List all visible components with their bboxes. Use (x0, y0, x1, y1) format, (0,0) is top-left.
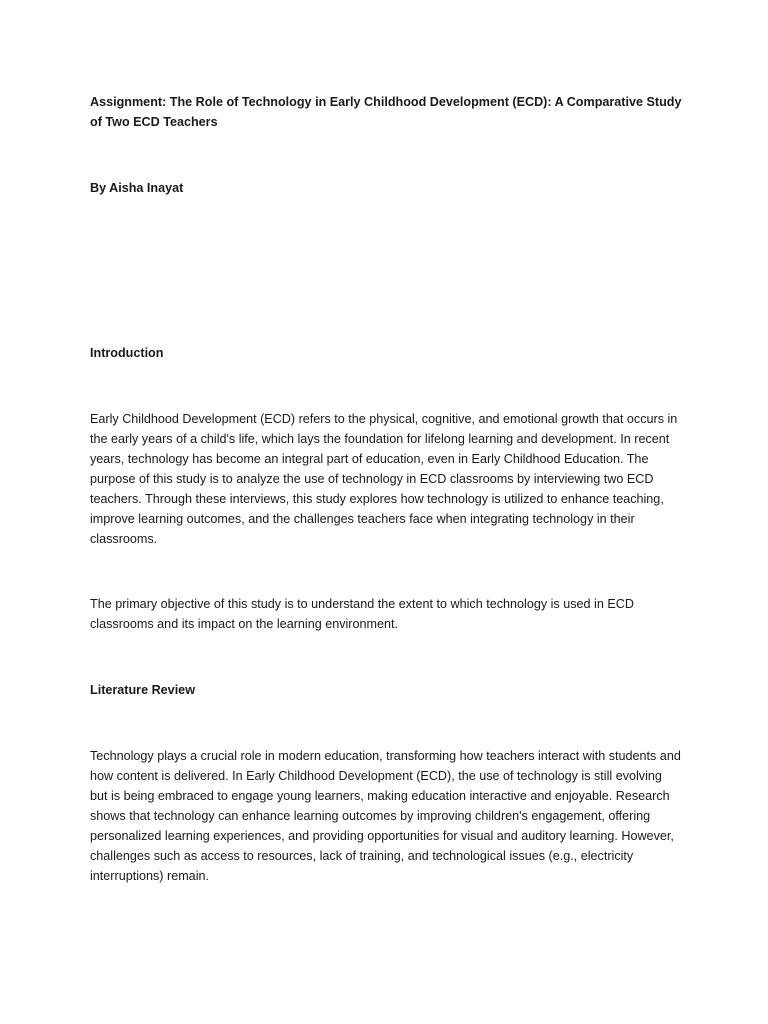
literature-review-heading: Literature Review (90, 683, 195, 697)
document-title: Assignment: The Role of Technology in Early Childhood Development (ECD): A Comparative Study of Two ECD Teachers (90, 95, 682, 129)
literature-review-paragraph: Technology plays a crucial role in modern education, transforming how teachers interact with students and how content is delivered. In Early Childhood Development (ECD), the use of technology is still evolving but is being embraced to engage young learners, making education interactive and enjoyable. Research shows that technology can enhance learning outcomes by improving children's engagement, offering personalized learning experiences, and providing opportunities for visual and auditory learning. However, challenges such as access to resources, lack of training, and technological issues (e.g., electricity interruptions) remain. (90, 749, 681, 883)
author-byline: By Aisha Inayat (90, 181, 184, 195)
introduction-heading: Introduction (90, 346, 164, 360)
introduction-paragraph: Early Childhood Development (ECD) refers to the physical, cognitive, and emotional growth that occurs in the early years of a child's life, which lays the foundation for lifelong learning and development. In recent years, technology has become an integral part of education, even in Early Childhood Education. The purpose of this study is to analyze the use of technology in ECD classrooms by interviewing two ECD teachers. Through these interviews, this study explores how technology is utilized to enhance teaching, improve learning outcomes, and the challenges teachers face when integrating technology in their classrooms. (90, 412, 678, 546)
objective-paragraph: The primary objective of this study is to understand the extent to which technology is used in ECD classrooms and its impact on the learning environment. (90, 597, 634, 631)
